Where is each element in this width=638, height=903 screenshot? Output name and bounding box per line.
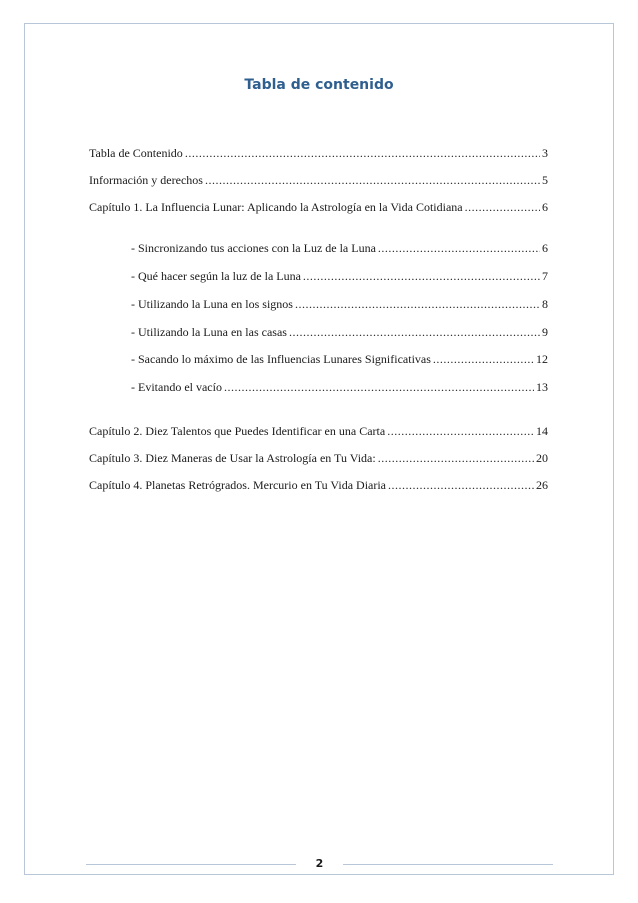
toc-entry-label: Capítulo 2. Diez Talentos que Puedes Identificar en una Carta: [89, 424, 386, 438]
toc-entry-label: Información y derechos: [89, 173, 203, 187]
toc-entry-que-hacer[interactable]: [131, 268, 548, 284]
toc-entry-influencias-lunares[interactable]: [131, 351, 548, 367]
toc-entry-capitulo-1[interactable]: [89, 199, 548, 215]
toc-entry-page: 13: [536, 380, 548, 394]
toc-entry-label: Tabla de Contenido: [89, 146, 183, 160]
toc-entry-sincronizando[interactable]: [131, 240, 548, 256]
page-number: 2: [315, 857, 324, 870]
toc-entry-page: 7: [542, 269, 548, 283]
toc-entry-page: 20: [536, 451, 548, 465]
toc-entry-label: - Utilizando la Luna en las casas: [131, 325, 287, 339]
toc-entry-page: 12: [536, 352, 548, 366]
toc-leader: [295, 296, 540, 312]
toc-entry-label: - Utilizando la Luna en los signos: [131, 297, 293, 311]
toc-entry-page: 5: [542, 173, 548, 187]
toc-entry-label: Capítulo 1. La Influencia Lunar: Aplicando la Astrología en la Vida Cotidiana: [89, 200, 463, 214]
toc-entry-label: Capítulo 4. Planetas Retrógrados. Mercurio en Tu Vida Diaria: [89, 478, 387, 492]
toc-entry-tabla-de-contenido[interactable]: [89, 145, 548, 161]
toc-leader: [378, 450, 534, 466]
toc-leader: [465, 199, 540, 215]
toc-entry-label: - Evitando el vacío: [131, 380, 222, 394]
toc-entry-page: 3: [542, 146, 548, 160]
toc-entry-label: - Sacando lo máximo de las Influencias Lunares Significativas: [131, 352, 431, 366]
toc-entry-capitulo-4[interactable]: [89, 477, 548, 493]
toc-leader: [185, 145, 540, 161]
toc-entry-page: 8: [542, 297, 548, 311]
toc-entry-label: - Sincronizando tus acciones con la Luz de la Luna: [131, 241, 376, 255]
toc-entry-capitulo-3[interactable]: [89, 450, 548, 466]
footer-rule-left: [86, 864, 296, 865]
toc-entry-page: 26: [536, 478, 548, 492]
toc-leader: [205, 172, 540, 188]
toc-entry-label: Capítulo 3. Diez Maneras de Usar la Astrología en Tu Vida:: [89, 451, 376, 465]
toc-entry-evitando-vacio[interactable]: [131, 379, 548, 395]
toc-entry-page: 14: [536, 424, 548, 438]
toc-entry-page: 9: [542, 325, 548, 339]
toc-leader: [378, 240, 540, 256]
toc-leader: [388, 477, 534, 493]
toc-entry-luna-signos[interactable]: [131, 296, 548, 312]
footer-rule-right: [343, 864, 553, 865]
toc-entry-capitulo-2[interactable]: [89, 423, 548, 439]
toc-leader: [224, 379, 534, 395]
toc-leader: [303, 268, 540, 284]
toc-entry-label: - Qué hacer según la luz de la Luna: [131, 269, 301, 283]
toc-entry-page: 6: [542, 241, 548, 255]
toc-leader: [289, 324, 540, 340]
toc-leader: [433, 351, 534, 367]
toc-entry-luna-casas[interactable]: [131, 324, 548, 340]
toc-entry-page: 6: [542, 200, 548, 214]
toc-entry-informacion-derechos[interactable]: [89, 172, 548, 188]
toc-leader: [387, 423, 534, 439]
toc-title: Tabla de contenido: [244, 77, 394, 93]
